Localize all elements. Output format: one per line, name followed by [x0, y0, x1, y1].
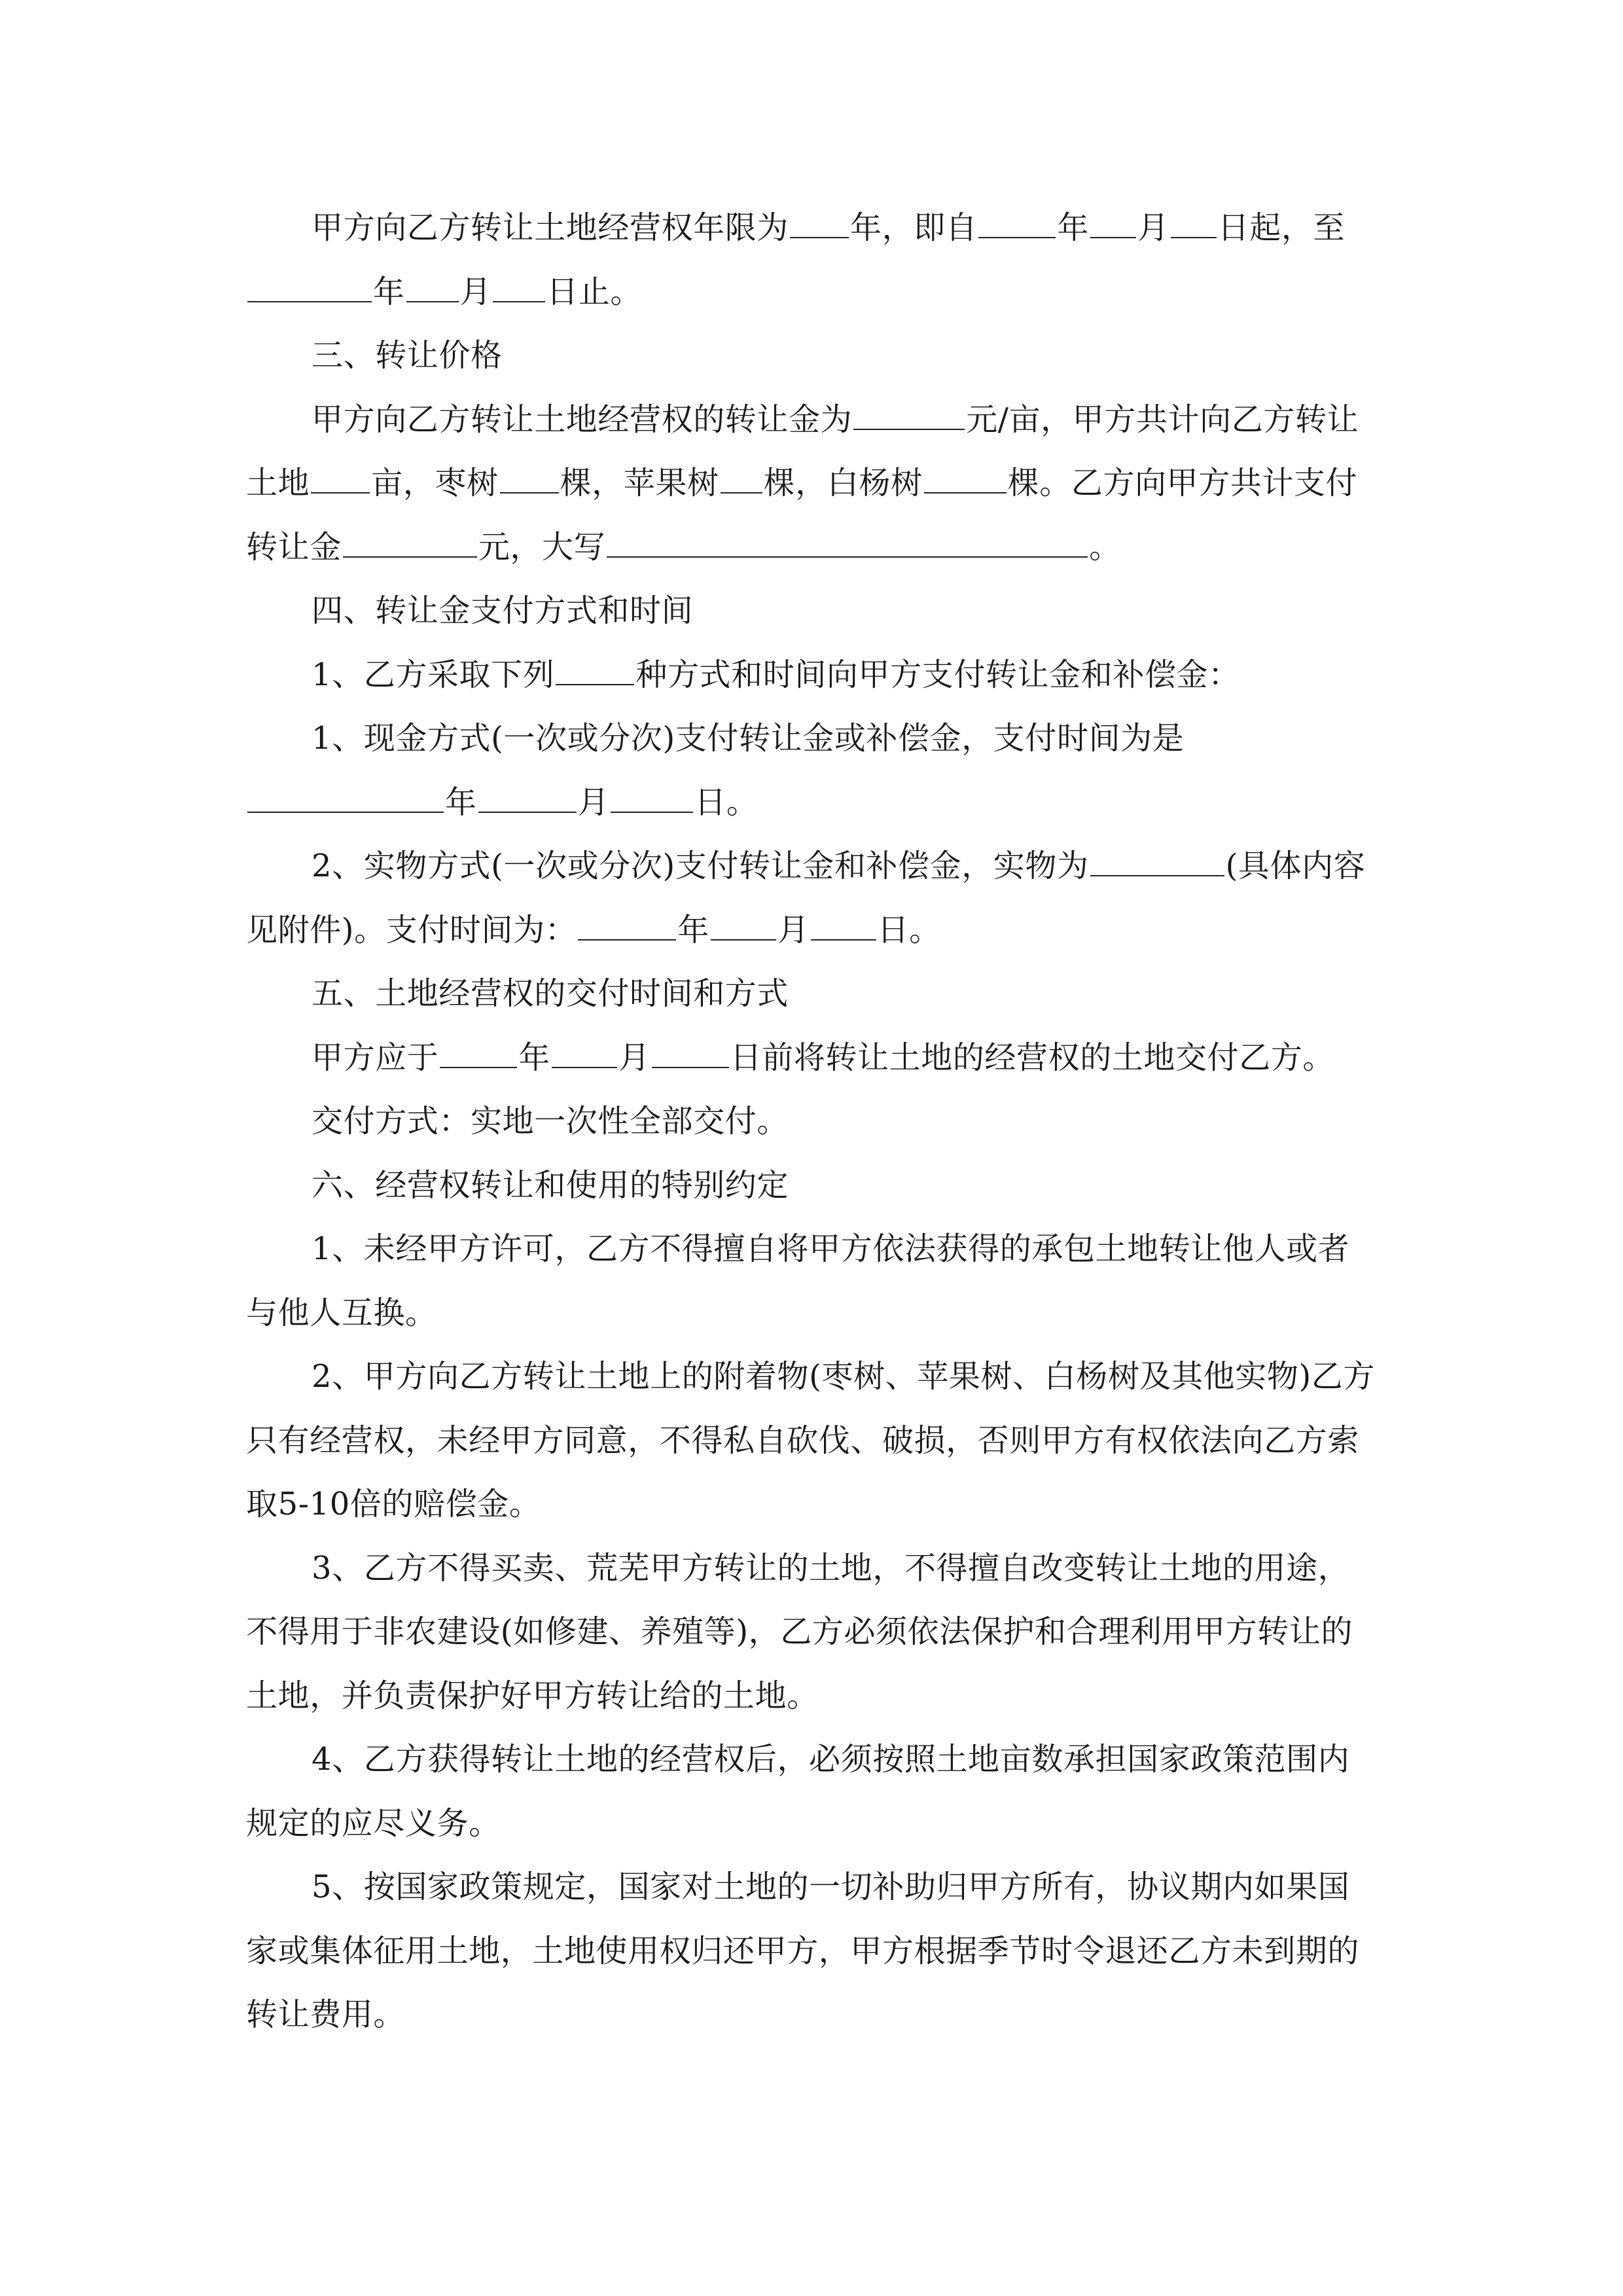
- term-paragraph: [246, 196, 1377, 260]
- cash-text: 月: [577, 783, 610, 821]
- price-paragraph: [246, 388, 1377, 580]
- blank-start-month: [1090, 206, 1136, 238]
- clause-2: 2、甲方向乙方转让土地上的附着物(枣树、苹果树、白杨树及其他实物)乙方只有经营权，未经甲方同意，不得私自砍伐、破损，否则甲方有权依法向乙方索取5-10倍的赔偿金。: [246, 1358, 1375, 1522]
- blank-end-month: [406, 270, 459, 302]
- blank-end-year: [247, 270, 372, 302]
- blank-amount-in-words: [607, 525, 1088, 558]
- blank-cash-year: [247, 780, 444, 813]
- delivery-text: 年: [518, 1039, 551, 1076]
- delivery-text: 月: [618, 1039, 651, 1076]
- section-heading-special-terms: 六、经营权转让和使用的特别约定: [312, 1166, 789, 1204]
- delivery-method: 交付方式：实地一次性全部交付。: [312, 1103, 789, 1139]
- cash-text: 年: [445, 783, 477, 821]
- price-text: 甲方向乙方转让土地经营权的转让金为: [312, 401, 853, 438]
- term-text: 日起，至: [1217, 209, 1346, 246]
- goods-text: (具体内容见附件)。支付时间为：: [246, 848, 1366, 948]
- price-text: 。: [1089, 528, 1121, 565]
- blank-goods-day: [811, 908, 876, 941]
- clause-4: 4、乙方获得转让土地的经营权后，必须按照土地亩数承担国家政策范围内规定的应尽义务。: [246, 1741, 1350, 1842]
- blank-start-year: [978, 206, 1056, 238]
- delivery-text: 日前将转让土地的经营权的土地交付乙方。: [730, 1039, 1335, 1076]
- blank-term-years: [790, 206, 849, 238]
- blank-end-day: [493, 270, 545, 302]
- price-text: 亩，枣树: [371, 465, 499, 501]
- price-text: 元，大写: [478, 528, 606, 565]
- document-page: [246, 196, 1377, 2047]
- cash-text: 日。: [694, 783, 758, 821]
- delivery-text: 甲方应于: [312, 1039, 439, 1076]
- term-text: 甲方向乙方转让土地经营权年限为: [312, 209, 789, 246]
- blank-delivery-year: [440, 1035, 517, 1068]
- section-heading-delivery: 五、土地经营权的交付时间和方式: [312, 975, 789, 1012]
- blank-mu: [311, 461, 370, 493]
- cash-payment-paragraph: [246, 707, 1377, 834]
- blank-jujube-trees: [500, 461, 559, 493]
- section-heading-payment: 四、转让金支付方式和时间: [312, 592, 694, 629]
- price-text: 棵，白杨树: [763, 465, 923, 501]
- section-heading-price: 三、转让价格: [312, 337, 503, 374]
- blank-goods-year: [578, 908, 676, 941]
- blank-apple-trees: [721, 461, 762, 493]
- goods-text: 2、实物方式(一次或分次)支付转让金和补偿金，实物为: [312, 848, 1089, 884]
- payment-text: 1、乙方采取下列: [312, 656, 555, 693]
- goods-text: 月: [777, 911, 810, 948]
- term-text: 月: [1137, 209, 1169, 246]
- goods-text: 日。: [877, 911, 941, 948]
- price-text: 棵，苹果树: [560, 465, 719, 501]
- blank-cash-day: [611, 780, 693, 813]
- blank-delivery-month: [552, 1035, 617, 1068]
- term-text: 年: [1057, 209, 1090, 246]
- goods-payment-paragraph: [246, 834, 1377, 962]
- blank-start-day: [1171, 206, 1217, 238]
- blank-poplar-trees: [924, 461, 1007, 493]
- clause-5: 5、按国家政策规定，国家对土地的一切补助归甲方所有，协议期内如果国家或集体征用土地，土地使用权归还甲方，甲方根据季节时令退还乙方未到期的转让费用。: [246, 1869, 1360, 2033]
- blank-method-count: [556, 653, 634, 685]
- term-text: 日止。: [546, 273, 643, 310]
- goods-text: 年: [677, 911, 709, 948]
- cash-text: 1、现金方式(一次或分次)支付转让金或补偿金，支付时间为是: [312, 720, 1185, 757]
- blank-price-per-mu: [853, 397, 965, 430]
- term-text: 月: [459, 273, 492, 310]
- term-end-paragraph: [246, 260, 1377, 325]
- blank-delivery-day: [652, 1035, 729, 1068]
- term-text: 年: [373, 273, 405, 310]
- payment-methods-paragraph: [246, 643, 1377, 708]
- delivery-paragraph: [246, 1026, 1377, 1090]
- price-text: 元/亩，甲方共计向乙方转让土地: [246, 401, 1359, 501]
- blank-goods: [1090, 844, 1224, 876]
- payment-text: 种方式和时间向甲方支付转让金和补偿金：: [635, 656, 1240, 693]
- blank-goods-month: [711, 908, 776, 941]
- clause-3: 3、乙方不得买卖、荒芜甲方转让的土地，不得擅自改变转让土地的用途，不得用于非农建设(如修建、养殖等)，乙方必须依法保护和合理利用甲方转让的土地，并负责保护好甲方转让给的土地。: [246, 1549, 1353, 1714]
- blank-cash-month: [478, 780, 577, 813]
- clause-1: 1、未经甲方许可，乙方不得擅自将甲方依法获得的承包土地转让他人或者与他人互换。: [246, 1230, 1350, 1331]
- term-text: 年，即自: [850, 209, 978, 246]
- price-text: 棵。乙方向甲方共计支付转让金: [246, 465, 1358, 565]
- blank-total-amount: [343, 525, 477, 558]
